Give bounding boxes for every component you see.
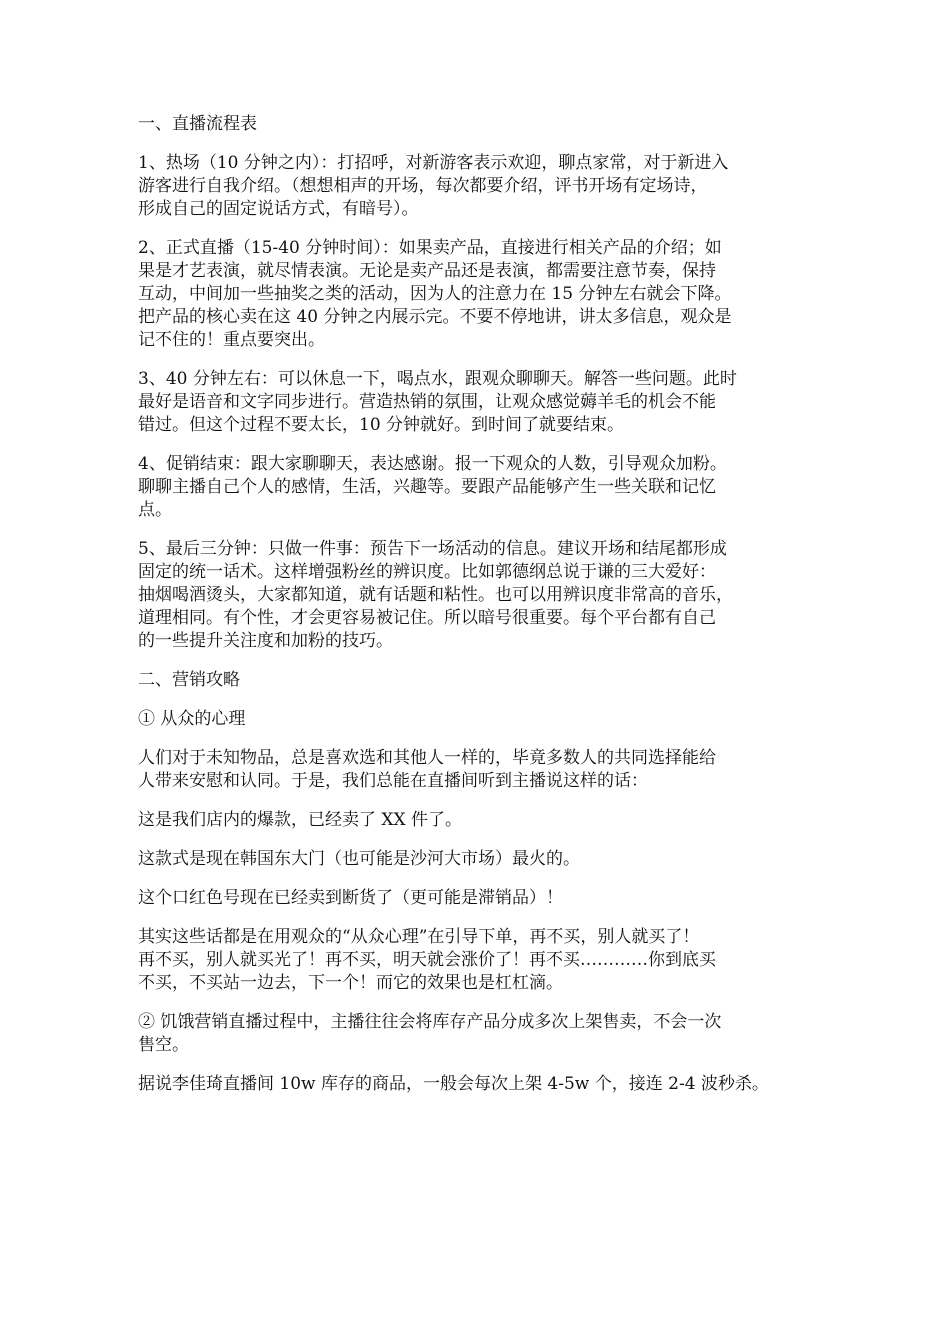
paragraph-promo-end: 4、促销结束：跟大家聊聊天，表达感谢。报一下观众的人数，引导观众加粉。 聊聊主播自己个人的感情，生活，兴趣等。要跟产品能够产生一些关联和记忆 点。 — [138, 454, 727, 520]
subheading-herd-mentality: ① 从众的心理 — [138, 709, 246, 729]
paragraph-warmup: 1、热场（10 分钟之内）：打招呼，对新游客表示欢迎，聊点家常，对于新进入 游客进行自我介绍。（想想相声的开场，每次都要介绍，评书开场有定场诗， 形成自己的固定说话方式，有暗号）。 — [138, 153, 729, 219]
paragraph-main-live: 2、正式直播（15-40 分钟时间）：如果卖产品，直接进行相关产品的介绍；如 果是才艺表演，就尽情表演。无论是卖产品还是表演，都需要注意节奏，保持 互动，中间加一些抽奖之类的活动，因为人的注意力在 15 分钟左右就会下降。 把产品的核心卖在这 40 分钟之内展示完。不要不停地讲，讲太多信息，观众是 记不住的！重点要突出。 — [138, 238, 732, 350]
paragraph-hunger-marketing: ② 饥饿营销直播过程中，主播往往会将库存产品分成多次上架售卖，不会一次 售空。 — [138, 1012, 722, 1055]
document-page — [138, 113, 810, 1112]
paragraph-quote-hottest: 这款式是现在韩国东大门（也可能是沙河大市场）最火的。 — [138, 849, 580, 869]
paragraph-break: 3、40 分钟左右：可以休息一下，喝点水，跟观众聊聊天。解答一些问题。此时 最好是语音和文字同步进行。营造热销的氛围，让观众感觉薅羊毛的机会不能 错过。但这个过程不要太长，10 分钟就好。到时间了就要结束。 — [138, 369, 737, 435]
paragraph-quote-bestseller: 这是我们店内的爆款，已经卖了 XX 件了。 — [138, 810, 463, 830]
paragraph-last-three-minutes: 5、最后三分钟：只做一件事：预告下一场活动的信息。建议开场和结尾都形成 固定的统一话术。这样增强粉丝的辨识度。比如郭德纲总说于谦的三大爱好： 抽烟喝酒烫头，大家都知道，就有话题和粘性。也可以用辨识度非常高的音乐， 道理相同。有个性，才会更容易被记住。所以暗号很重要。每个平台都有自己 的一些提升关注度和加粉的技巧。 — [138, 539, 733, 651]
paragraph-herd-analysis: 其实这些话都是在用观众的“从众心理”在引导下单，再不买，别人就买了！ 再不买，别人就买光了！再不买，明天就会涨价了！再不买…………你到底买 不买，不买站一边去，下一个！而它的效果也是杠杠滴。 — [138, 927, 716, 993]
section-heading-marketing: 二、营销攻略 — [138, 670, 240, 690]
paragraph-herd-intro: 人们对于未知物品，总是喜欢选和其他人一样的，毕竟多数人的共同选择能给 人带来安慰和认同。于是，我们总能在直播间听到主播说这样的话： — [138, 748, 716, 791]
paragraph-li-jiaqi-example: 据说李佳琦直播间 10w 库存的商品，一般会每次上架 4-5w 个，接连 2-4 波秒杀。 — [138, 1074, 769, 1094]
paragraph-quote-soldout: 这个口红色号现在已经卖到断货了（更可能是滞销品）！ — [138, 888, 563, 908]
section-heading-live-process: 一、直播流程表 — [138, 114, 257, 134]
